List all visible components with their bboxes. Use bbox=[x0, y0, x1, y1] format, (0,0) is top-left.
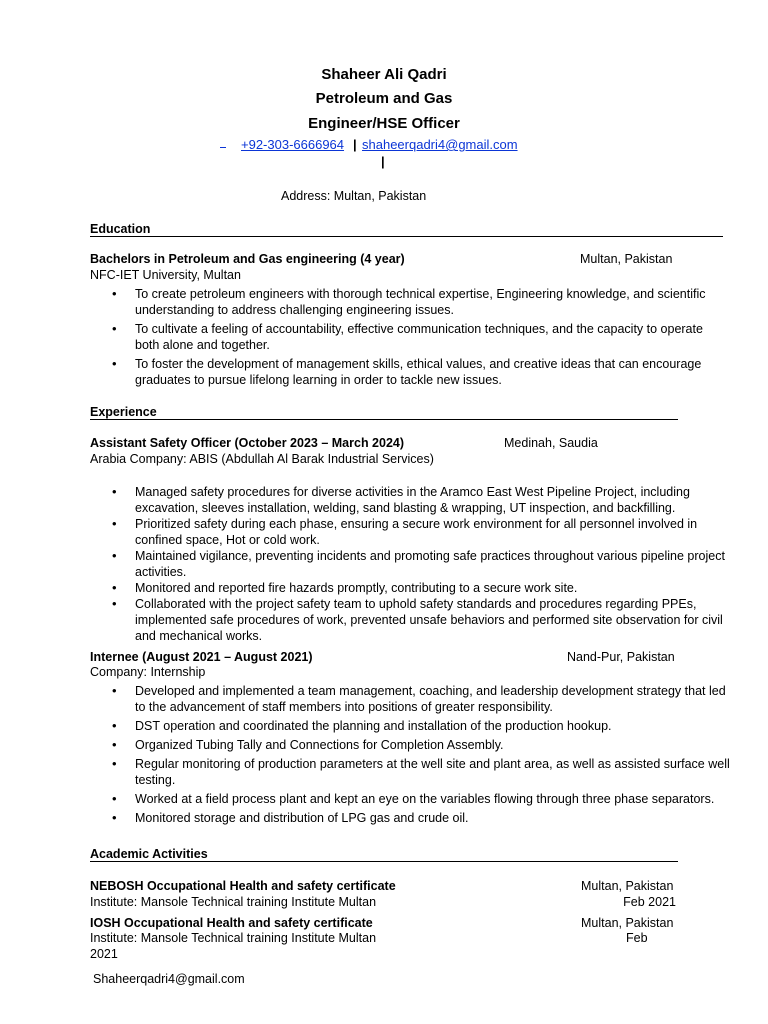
list-item: • Collaborated with the project safety team to uphold safety standards and procedures regarding PPEs, implemented safe procedures of work, prevented unsafe behaviors and performed site observation for civil and mechanical works. bbox=[90, 596, 730, 644]
job2-company: Company: Internship bbox=[90, 665, 206, 679]
experience-divider bbox=[90, 419, 678, 420]
education-heading: Education bbox=[90, 222, 151, 236]
list-item: • Organized Tubing Tally and Connections for Completion Assembly. bbox=[90, 737, 735, 753]
cert2-location: Multan, Pakistan bbox=[581, 916, 674, 930]
list-item: • To create petroleum engineers with thorough technical expertise, Engineering knowledge, and scientific understanding to address challenging engineering issues. bbox=[90, 286, 730, 318]
degree-location: Multan, Pakistan bbox=[580, 252, 673, 266]
job2-title: Internee (August 2021 – August 2021) bbox=[90, 650, 313, 664]
degree-title: Bachelors in Petroleum and Gas engineering (4 year) bbox=[90, 252, 405, 266]
list-item: • Prioritized safety during each phase, ensuring a secure work environment for all personnel involved in confined space, Hot or cold work. bbox=[90, 516, 730, 548]
list-item: • To cultivate a feeling of accountability, effective communication techniques, and the capacity to operate both alone and together. bbox=[90, 321, 730, 353]
email-link[interactable]: shaheerqadri4@gmail.com bbox=[362, 137, 518, 152]
link-fragment bbox=[220, 147, 226, 148]
cert1-location: Multan, Pakistan bbox=[581, 879, 674, 893]
address-line: Address: Multan, Pakistan bbox=[281, 189, 427, 203]
list-item: • Regular monitoring of production parameters at the well site and plant area, as well as assisted surface well testing. bbox=[90, 756, 735, 788]
job2-bullets bbox=[90, 683, 735, 826]
list-item: • Monitored and reported fire hazards promptly, contributing to a secure work site. bbox=[90, 580, 730, 596]
academic-divider bbox=[90, 861, 678, 862]
list-item: • Monitored storage and distribution of LPG gas and crude oil. bbox=[90, 810, 735, 826]
list-item: • DST operation and coordinated the planning and installation of the production hookup. bbox=[90, 718, 735, 734]
education-bullets bbox=[90, 286, 730, 388]
experience-heading: Experience bbox=[90, 405, 157, 419]
cert1-title: NEBOSH Occupational Health and safety certificate bbox=[90, 879, 396, 893]
list-item: • Managed safety procedures for diverse activities in the Aramco East West Pipeline Project, including excavation, sleeves installation, welding, sand blasting & wrapping, UT inspection, and backfilling. bbox=[90, 484, 730, 516]
job-title-line-2: Engineer/HSE Officer bbox=[308, 115, 460, 132]
education-divider bbox=[90, 236, 723, 237]
job-title-line-1: Petroleum and Gas bbox=[315, 90, 453, 107]
list-item: • Worked at a field process plant and kept an eye on the variables flowing through three phase separators. bbox=[90, 791, 735, 807]
cert2-year: 2021 bbox=[90, 947, 118, 961]
footer-email: Shaheerqadri4@gmail.com bbox=[93, 972, 245, 986]
job1-company: Arabia Company: ABIS (Abdullah Al Barak Industrial Services) bbox=[90, 452, 434, 466]
candidate-name: Shaheer Ali Qadri bbox=[321, 66, 447, 83]
contact-separator-2: | bbox=[381, 154, 385, 169]
list-item: • To foster the development of management skills, ethical values, and creative ideas that can encourage graduates to pursue lifelong learning in order to tackle new issues. bbox=[90, 356, 730, 388]
cert1-date: Feb 2021 bbox=[623, 895, 676, 909]
cert2-title: IOSH Occupational Health and safety certificate bbox=[90, 916, 373, 930]
job1-location: Medinah, Saudia bbox=[504, 436, 598, 450]
cert2-institute: Institute: Mansole Technical training Institute Multan bbox=[90, 931, 377, 945]
cert1-institute: Institute: Mansole Technical training Institute Multan bbox=[90, 895, 377, 909]
job1-title: Assistant Safety Officer (October 2023 – March 2024) bbox=[90, 436, 405, 450]
list-item: • Developed and implemented a team management, coaching, and leadership development strategy that led to the advancement of staff members into positions of greater responsibility. bbox=[90, 683, 735, 715]
job2-location: Nand-Pur, Pakistan bbox=[567, 650, 675, 664]
cert2-date: Feb bbox=[626, 931, 648, 945]
academic-heading: Academic Activities bbox=[90, 847, 208, 861]
institution-name: NFC-IET University, Multan bbox=[90, 268, 241, 282]
phone-link[interactable]: +92-303-6666964 bbox=[241, 137, 345, 152]
job1-bullets bbox=[90, 484, 730, 644]
list-item: • Maintained vigilance, preventing incidents and promoting safe practices throughout various pipeline project activities. bbox=[90, 548, 730, 580]
contact-separator: | bbox=[353, 137, 357, 152]
